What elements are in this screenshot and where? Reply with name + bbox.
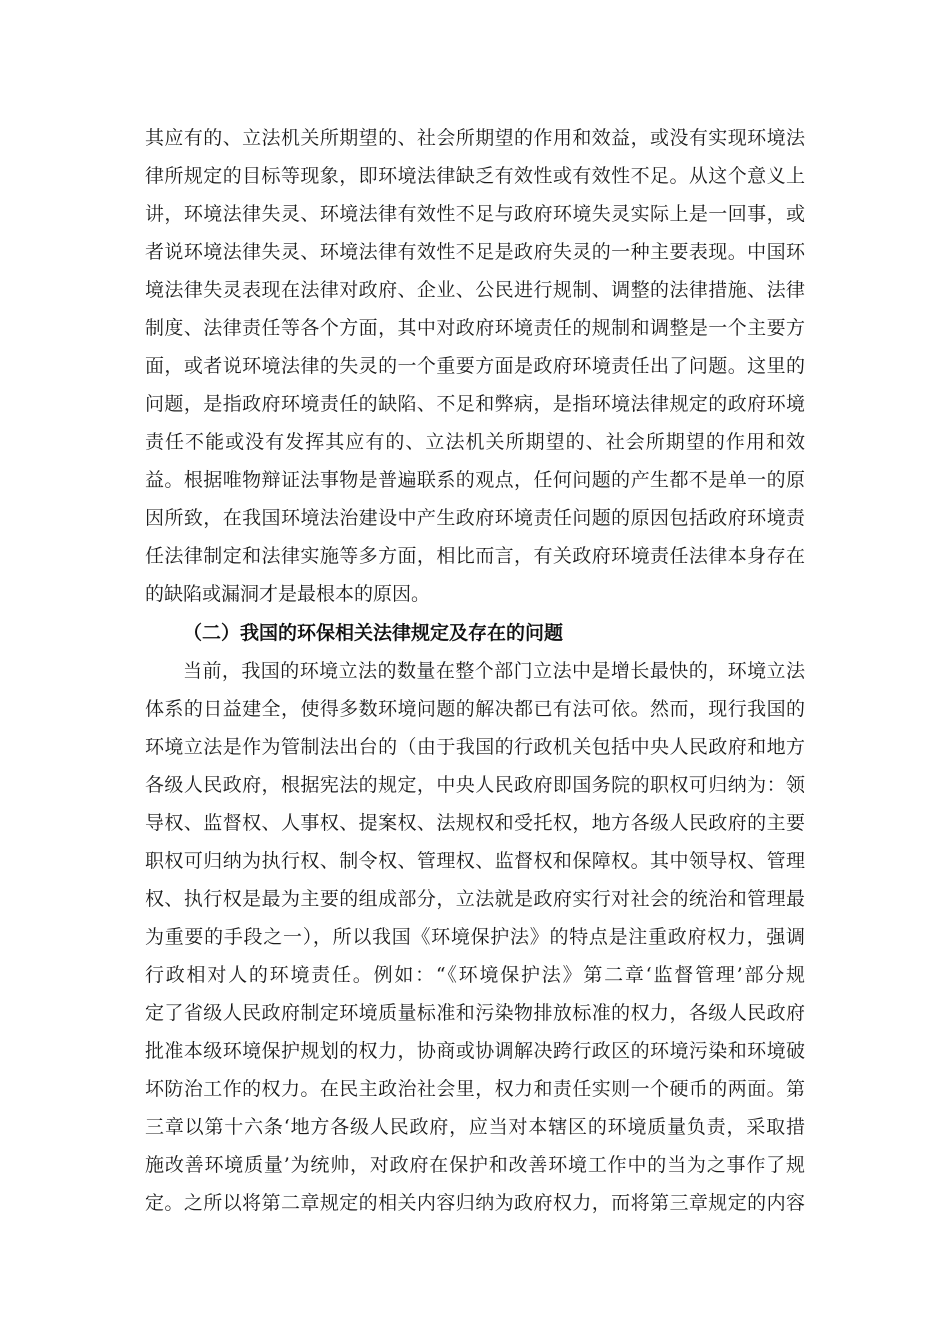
paragraph-line: 任法律制定和法律实施等多方面，相比而言，有关政府环境责任法律本身存在 [145, 545, 805, 567]
paragraph-line: 制度、法律责任等各个方面，其中对政府环境责任的规制和调整是一个主要方 [145, 317, 805, 339]
paragraph-line: 职权可归纳为执行权、制令权、管理权、监督权和保障权。其中领导权、管理 [145, 850, 805, 872]
paragraph-line: 导权、监督权、人事权、提案权、法规权和受托权，地方各级人民政府的主要 [145, 812, 805, 834]
paragraph-line: 各级人民政府，根据宪法的规定，中央人民政府即国务院的职权可归纳为：领 [145, 774, 805, 796]
paragraph-line: 境法律失灵表现在法律对政府、企业、公民进行规制、调整的法律措施、法律 [145, 279, 805, 301]
paragraph-line: 定了省级人民政府制定环境质量标准和污染物排放标准的权力，各级人民政府 [145, 1002, 805, 1024]
section-heading: （二）我国的环保相关法律规定及存在的问题 [183, 622, 564, 644]
paragraph-line: 三章以第十六条‘地方各级人民政府，应当对本辖区的环境质量负责，采取措 [145, 1116, 805, 1138]
paragraph-line: 问题，是指政府环境责任的缺陷、不足和弊病，是指环境法律规定的政府环境 [145, 393, 805, 415]
paragraph-line: 权、执行权是最为主要的组成部分，立法就是政府实行对社会的统治和管理最 [145, 888, 805, 910]
paragraph-line: 者说环境法律失灵、环境法律有效性不足是政府失灵的一种主要表现。中国环 [145, 241, 805, 263]
paragraph-line: 面，或者说环境法律的失灵的一个重要方面是政府环境责任出了问题。这里的 [145, 355, 805, 377]
paragraph-line: 行政相对人的环境责任。例如：“《环境保护法》第二章‘监督管理’部分规 [145, 964, 805, 986]
paragraph-line: 责任不能或没有发挥其应有的、立法机关所期望的、社会所期望的作用和效 [145, 431, 805, 453]
paragraph-line: 施改善环境质量’为统帅，对政府在保护和改善环境工作中的当为之事作了规 [145, 1154, 805, 1176]
paragraph-line: 环境立法是作为管制法出台的（由于我国的行政机关包括中央人民政府和地方 [145, 736, 805, 758]
paragraph-line: 体系的日益建全，使得多数环境问题的解决都已有法可依。然而，现行我国的 [145, 698, 805, 720]
paragraph-line: 批准本级环境保护规划的权力，协商或协调解决跨行政区的环境污染和环境破 [145, 1040, 805, 1062]
paragraph-line: 定。之所以将第二章规定的相关内容归纳为政府权力，而将第三章规定的内容 [145, 1192, 805, 1214]
paragraph-line: 的缺陷或漏洞才是最根本的原因。 [145, 583, 431, 605]
paragraph-line: 律所规定的目标等现象，即环境法律缺乏有效性或有效性不足。从这个意义上 [145, 165, 805, 187]
paragraph-line: 为重要的手段之一），所以我国《环境保护法》的特点是注重政府权力，强调 [145, 926, 805, 948]
paragraph-line: 坏防治工作的权力。在民主政治社会里，权力和责任实则一个硬币的两面。第 [145, 1078, 805, 1100]
paragraph-line: 因所致，在我国环境法治建设中产生政府环境责任问题的原因包括政府环境责 [145, 507, 805, 529]
paragraph-line: 当前，我国的环境立法的数量在整个部门立法中是增长最快的，环境立法 [183, 660, 805, 682]
paragraph-line: 讲，环境法律失灵、环境法律有效性不足与政府环境失灵实际上是一回事，或 [145, 203, 805, 225]
paragraph-line: 其应有的、立法机关所期望的、社会所期望的作用和效益，或没有实现环境法 [145, 127, 805, 149]
paragraph-line: 益。根据唯物辩证法事物是普遍联系的观点，任何问题的产生都不是单一的原 [145, 469, 805, 491]
